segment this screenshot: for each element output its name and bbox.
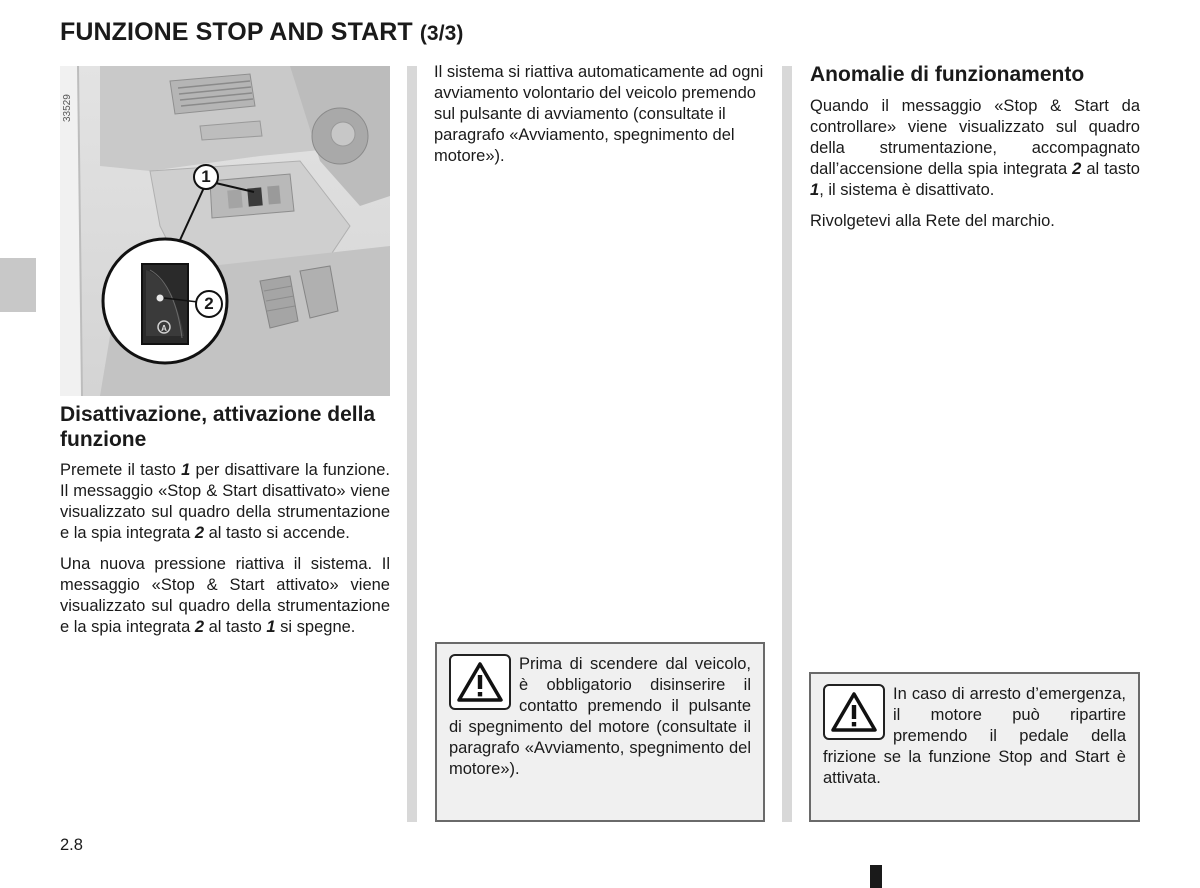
page-title — [60, 18, 464, 47]
stop-start-switch-icon — [142, 264, 188, 344]
callout-2 — [195, 290, 223, 318]
section-heading-deactivation — [60, 402, 390, 452]
anomalies-body — [810, 96, 1140, 232]
text-run: si spegne. — [275, 618, 356, 636]
text-run: Premete il tasto — [60, 461, 182, 479]
text-run: per disattivare la funzione. Il messaggio «Stop & Start disattivato» viene visualizzato sul quadro della strumentazione e la spia integrata — [60, 461, 391, 542]
callout-1 — [193, 164, 219, 190]
reactivation-body — [434, 62, 766, 167]
anomalies-heading: Anomalie di funzionamento — [810, 63, 1085, 86]
svg-text:A: A — [161, 324, 167, 333]
page-title-part: (3/3) — [419, 22, 464, 45]
chapter-tab — [0, 258, 36, 312]
deactivation-heading: Disattivazione, attivazione della funzione — [60, 403, 376, 451]
column-divider-right — [782, 66, 792, 822]
warning-triangle-icon — [449, 654, 511, 710]
deactivation-paragraph-2 — [60, 554, 390, 638]
page-edge-marker — [870, 865, 882, 888]
warning-box-exit-vehicle — [435, 642, 765, 822]
text-run: al tasto — [1081, 160, 1140, 178]
deactivation-body — [60, 460, 390, 638]
key-ref: 1 — [266, 618, 276, 636]
warning-text-emergency-stop: In caso di arresto d’emergenza, il motore può ripartire premendo il pedale della frizione se la funzione Stop and Start è attivata. — [823, 685, 1126, 787]
text-run: Quando il messaggio «Stop & Start da controllare» viene visualizzato sul quadro della strumentazione, accompagnato dall’accensione della spia integrata — [810, 97, 1140, 178]
text-run: Una nuova pressione riattiva il sistema. Il messaggio «Stop & Start attivato» viene visualizzato sul quadro della strumentazione e la spia integrata — [60, 555, 390, 636]
light-ref: 2 — [1072, 160, 1082, 178]
warning-text-exit-vehicle: Prima di scendere dal veicolo, è obbligatorio disinserire il contatto premendo il pulsante di spegnimento del motore (consultate il paragrafo «Avviamento, spegnimento del motore»). — [449, 655, 751, 778]
column-divider-left — [407, 66, 417, 822]
key-ref: 1 — [181, 461, 191, 479]
warning-triangle-icon — [823, 684, 885, 740]
page-number: 2.8 — [60, 836, 83, 854]
dashboard-illustration — [60, 66, 390, 396]
callout-2-label: 2 — [204, 294, 214, 313]
callout-1-label: 1 — [201, 167, 211, 186]
section-heading-anomalies — [810, 62, 1140, 87]
reactivation-paragraph: Il sistema si riattiva automaticamente ad ogni avviamento volontario del veicolo premendo sul pulsante di avviamento (consultate il paragrafo «Avviamento, spegnimento del motore»). — [434, 63, 764, 165]
anomalies-paragraph-2: Rivolgetevi alla Rete del marchio. — [810, 212, 1055, 230]
light-ref: 2 — [194, 618, 205, 636]
deactivation-paragraph-1 — [60, 460, 390, 544]
text-run: , il sistema è disattivato. — [819, 181, 995, 199]
page-title-text: FUNZIONE STOP AND START — [60, 18, 413, 46]
key-ref: 1 — [810, 181, 820, 199]
anomalies-paragraph-1 — [810, 96, 1140, 201]
text-run: al tasto — [204, 618, 267, 636]
warning-box-emergency-stop — [809, 672, 1140, 822]
text-run: al tasto si accende. — [204, 524, 350, 542]
light-ref: 2 — [194, 524, 205, 542]
figure-code: 33529 — [62, 94, 73, 122]
